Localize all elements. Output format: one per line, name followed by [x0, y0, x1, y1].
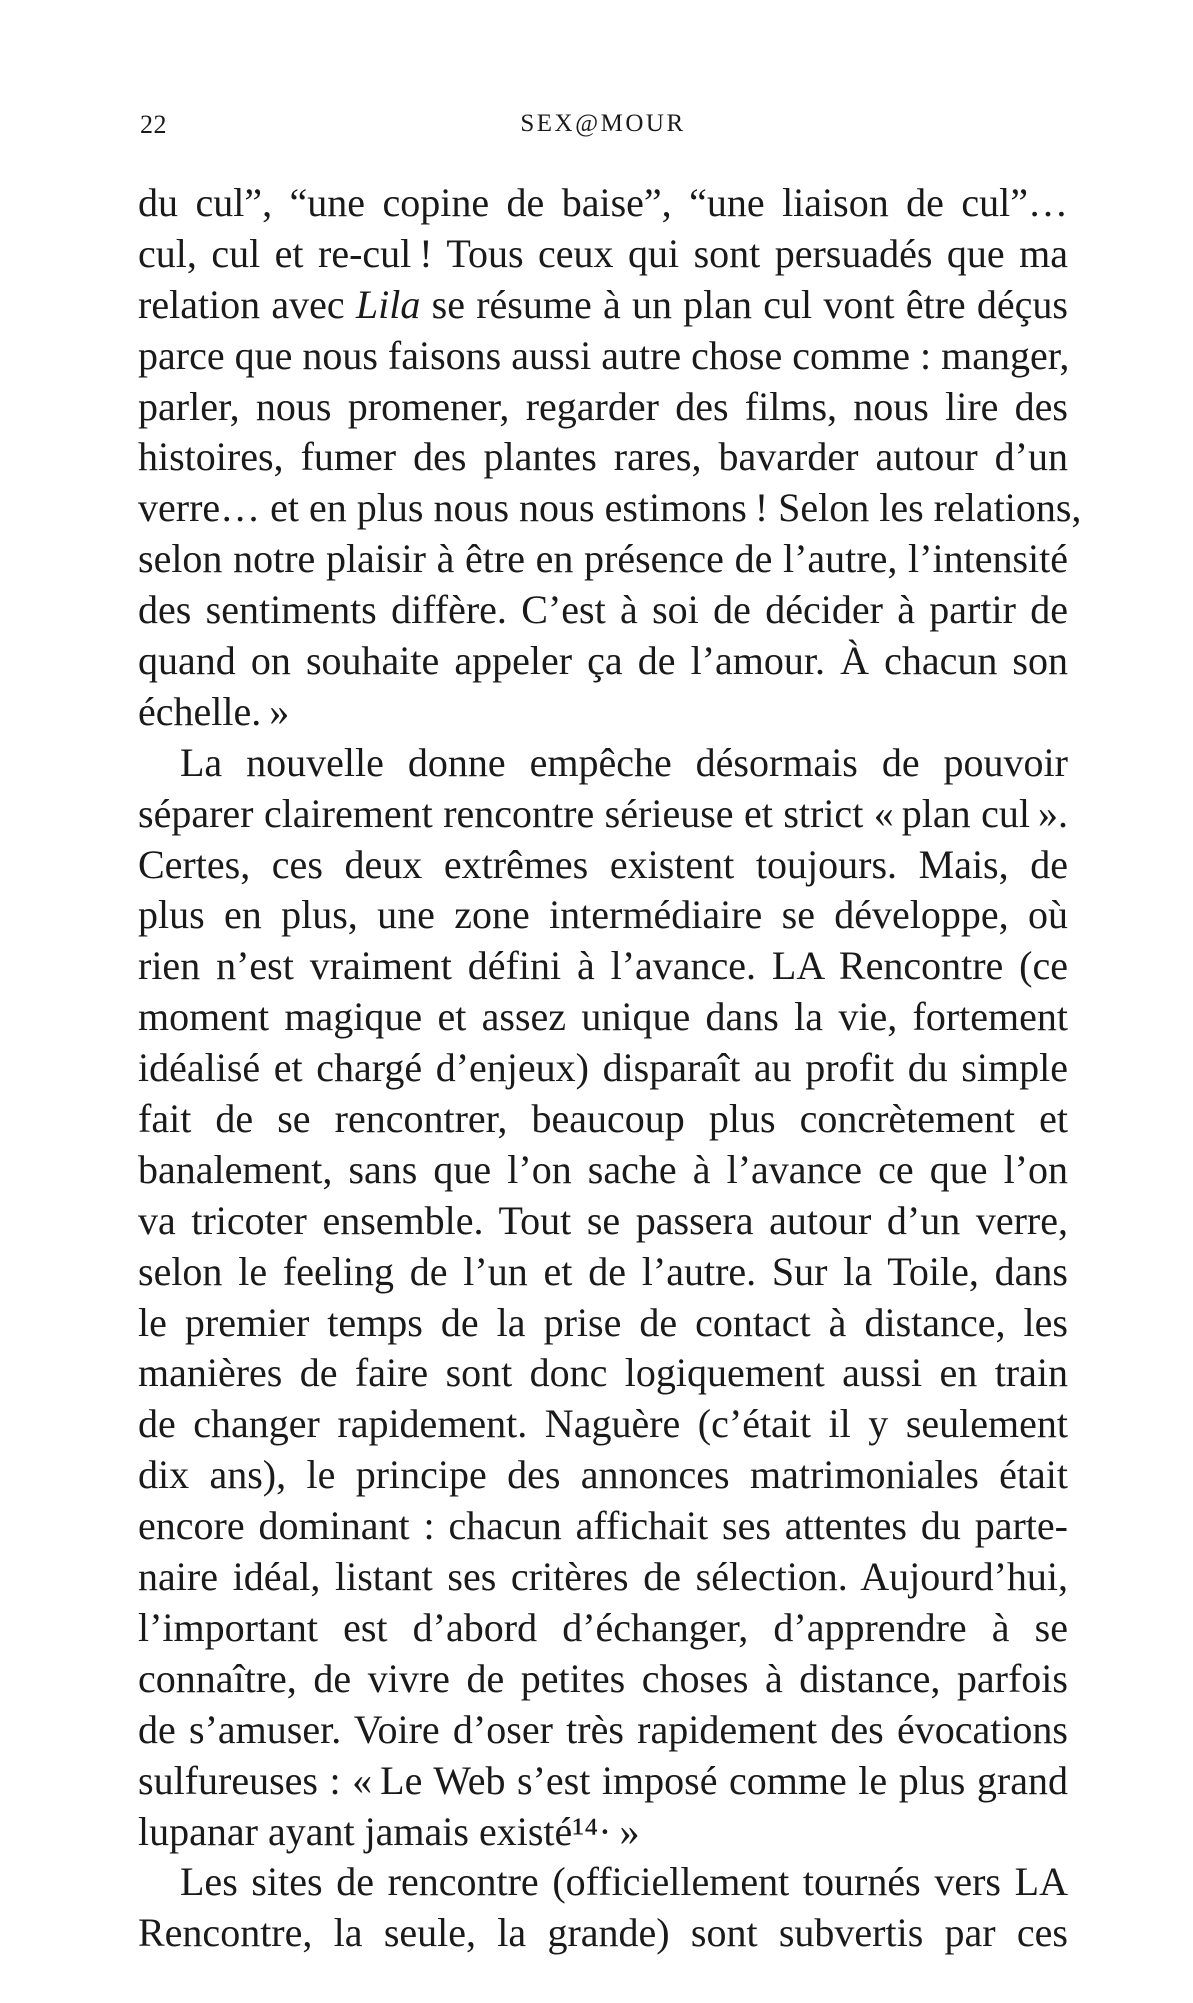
body-text	[138, 178, 1082, 1959]
text-line: connaître, de vivre de petites choses à distance, parfois	[138, 1655, 1068, 1701]
text-line: des sentiments diffère. C’est à soi de décider à partir de	[138, 587, 1068, 633]
text-line: va tricoter ensemble. Tout se passera autour d’un verre,	[138, 1197, 1068, 1243]
text-line: du cul”, “une copine de baise”, “une liaison de cul”…	[138, 180, 1068, 225]
text-line: verre… et en plus nous nous estimons ! Selon les relations,	[138, 485, 1082, 531]
text-line: naire idéal, listant ses critères de sélection. Aujourd’hui,	[138, 1554, 1068, 1600]
text-line: quand on souhaite appeler ça de l’amour. À chacun son	[138, 638, 1068, 684]
text-line: Les sites de rencontre (officiellement tournés vers LA	[180, 1859, 1068, 1905]
text-line: selon le feeling de l’un et de l’autre. Sur la Toile, dans	[138, 1248, 1068, 1294]
text-line: fait de se rencontrer, beaucoup plus concrètement et	[138, 1096, 1068, 1142]
text-line: manières de faire sont donc logiquement aussi en train	[138, 1350, 1068, 1396]
text-line: parce que nous faisons aussi autre chose comme : manger,	[138, 332, 1070, 378]
text-line: de changer rapidement. Naguère (c’était il y seulement	[138, 1401, 1068, 1447]
running-title: SEX@MOUR	[520, 110, 686, 137]
text-line: banalement, sans que l’on sache à l’avance ce que l’on	[138, 1146, 1068, 1192]
italic-name: Lila	[355, 281, 421, 327]
text-line: cul, cul et re-cul ! Tous ceux qui sont persuadés que ma	[138, 230, 1068, 276]
text-line: parler, nous promener, regarder des films, nous lire des	[138, 383, 1068, 429]
text-line: idéalisé et chargé d’enjeux) disparaît au profit du simple	[138, 1045, 1068, 1091]
text-line: Rencontre, la seule, la grande) sont subvertis par ces	[138, 1910, 1068, 1956]
text-line: encore dominant : chacun affichait ses attentes du parte-	[138, 1503, 1068, 1549]
text-line: le premier temps de la prise de contact à distance, les	[138, 1299, 1068, 1345]
text-line: sulfureuses : « Le Web s’est imposé comme le plus grand	[138, 1757, 1068, 1803]
text-line: moment magique et assez unique dans la vie, fortement	[138, 994, 1068, 1040]
text-line: Certes, ces deux extrêmes existent toujours. Mais, de	[138, 841, 1068, 887]
page-number: 22	[140, 110, 167, 139]
text-line: dix ans), le principe des annonces matrimoniales était	[138, 1452, 1068, 1498]
page-header	[138, 110, 1068, 150]
text-line: histoires, fumer des plantes rares, bavarder autour d’un	[138, 434, 1068, 480]
text-line: relation avec Lila se résume à un plan cul vont être déçus	[138, 281, 1068, 327]
text-line: rien n’est vraiment défini à l’avance. LA Rencontre (ce	[138, 943, 1068, 989]
text-line: La nouvelle donne empêche désormais de pouvoir	[180, 739, 1068, 785]
text-line: échelle. »	[138, 688, 290, 734]
text-line: selon notre plaisir à être en présence de l’autre, l’intensité	[138, 536, 1068, 582]
text-line: lupanar ayant jamais existé¹⁴· »	[138, 1808, 640, 1854]
text-line: l’important est d’abord d’échanger, d’apprendre à se	[138, 1604, 1068, 1650]
text-line: séparer clairement rencontre sérieuse et strict « plan cul ».	[138, 790, 1068, 836]
text-line: plus en plus, une zone intermédiaire se développe, où	[138, 892, 1068, 938]
text-line: de s’amuser. Voire d’oser très rapidement des évocations	[138, 1706, 1068, 1752]
